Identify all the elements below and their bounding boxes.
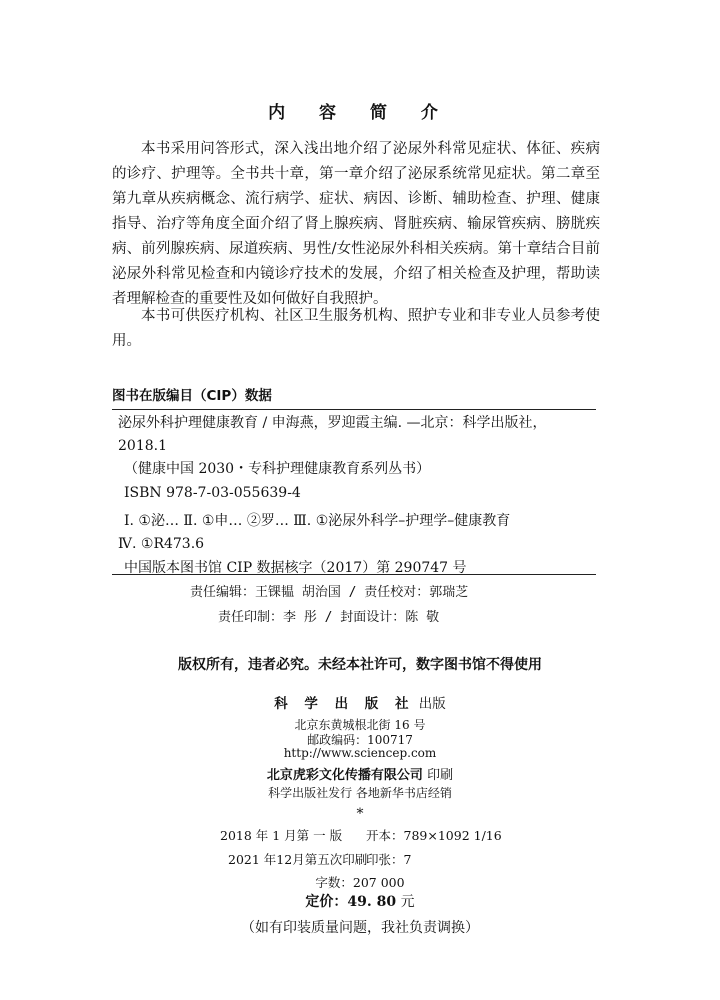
sheets-info: 印张：7 [366, 852, 412, 867]
cip-series: （健康中国 2030・专科护理健康教育系列丛书） [124, 461, 431, 477]
copyright-notice: 版权所有，违者必究。未经本社许可，数字图书馆不得使用 [178, 657, 542, 673]
cip-heading: 图书在版编目（CIP）数据 [112, 388, 272, 404]
edition-info: 2018 年 1 月第 一 版 [220, 828, 343, 843]
publisher-role: 出版 [418, 696, 446, 712]
publisher-postcode: 邮政编码：100717 [307, 733, 413, 747]
price-unit: 元 [400, 894, 415, 910]
printer-name: 北京虎彩文化传播有限公司 [266, 768, 423, 783]
word-count: 字数：207 000 [315, 875, 405, 890]
summary-paragraph [112, 137, 600, 312]
page-title: 内 容 简 介 [268, 103, 452, 123]
printer-role: 印刷 [427, 768, 454, 783]
publisher-url: http://www.sciencep.com [283, 746, 437, 760]
cip-record-line: 2018.1 [118, 438, 167, 454]
quality-notice: （如有印装质量问题，我社负责调换） [241, 920, 479, 936]
cip-classification: Ⅳ. ①R473.6 [118, 536, 205, 552]
printer-line [0, 764, 720, 783]
distribution-line: 科学出版社发行 各地新华书店经销 [268, 786, 452, 800]
price-line [0, 891, 720, 911]
price-value: 49. 80 [347, 894, 397, 910]
separator-asterisk: * [356, 806, 364, 822]
cip-number: 中国版本图书馆 CIP 数据核字（2017）第 290747 号 [124, 560, 467, 576]
publisher-name: 科 学 出 版 社 [274, 696, 415, 712]
cip-bottom-rule [112, 574, 596, 575]
publisher-line [0, 692, 720, 712]
summary-text: 本书可供医疗机构、社区卫生服务机构、照护专业和非专业人员参考使用。 [112, 308, 600, 349]
publisher-address: 北京东黄城根北街 16 号 [294, 718, 426, 732]
printing-info: 2021 年12月第五次印刷 [228, 852, 368, 867]
format-info: 开本：789×1092 1/16 [366, 828, 502, 843]
credits-editors: 责任编辑：王锞韫 胡治国 / 责任校对：郭瑞芝 [190, 585, 469, 600]
summary-paragraph [112, 304, 600, 354]
cip-record-line: 泌尿外科护理健康教育 / 申海燕，罗迎霞主编. —北京：科学出版社， [118, 415, 547, 431]
price-label: 定价： [305, 894, 348, 910]
cip-isbn: ISBN 978-7-03-055639-4 [124, 485, 301, 501]
credits-print-design: 责任印制：李 彤 / 封面设计：陈 敬 [218, 610, 440, 625]
cip-classification: Ⅰ. ①泌… Ⅱ. ①申… ②罗… Ⅲ. ①泌尿外科学–护理学–健康教育 [124, 513, 511, 529]
summary-text: 本书采用问答形式，深入浅出地介绍了泌尿外科常见症状、体征、疾病的诊疗、护理等。全书共十章，第一章介绍了泌尿系统常见症状。第二章至第九章从疾病概念、流行病学、症状、病因、诊断、辅助检查、护理、健康指导、治疗等角度全面介绍了肾上腺疾病、肾脏疾病、输尿管疾病、膀胱疾病、前列腺疾病、尿道疾病、男性/女性泌尿外科相关疾病。第十章结合目前泌尿外科常见检查和内镜诊疗技术的发展，介绍了相关检查及护理，帮助读者理解检查的重要性及如何做好自我照护。 [112, 141, 600, 307]
cip-top-rule [112, 409, 596, 410]
